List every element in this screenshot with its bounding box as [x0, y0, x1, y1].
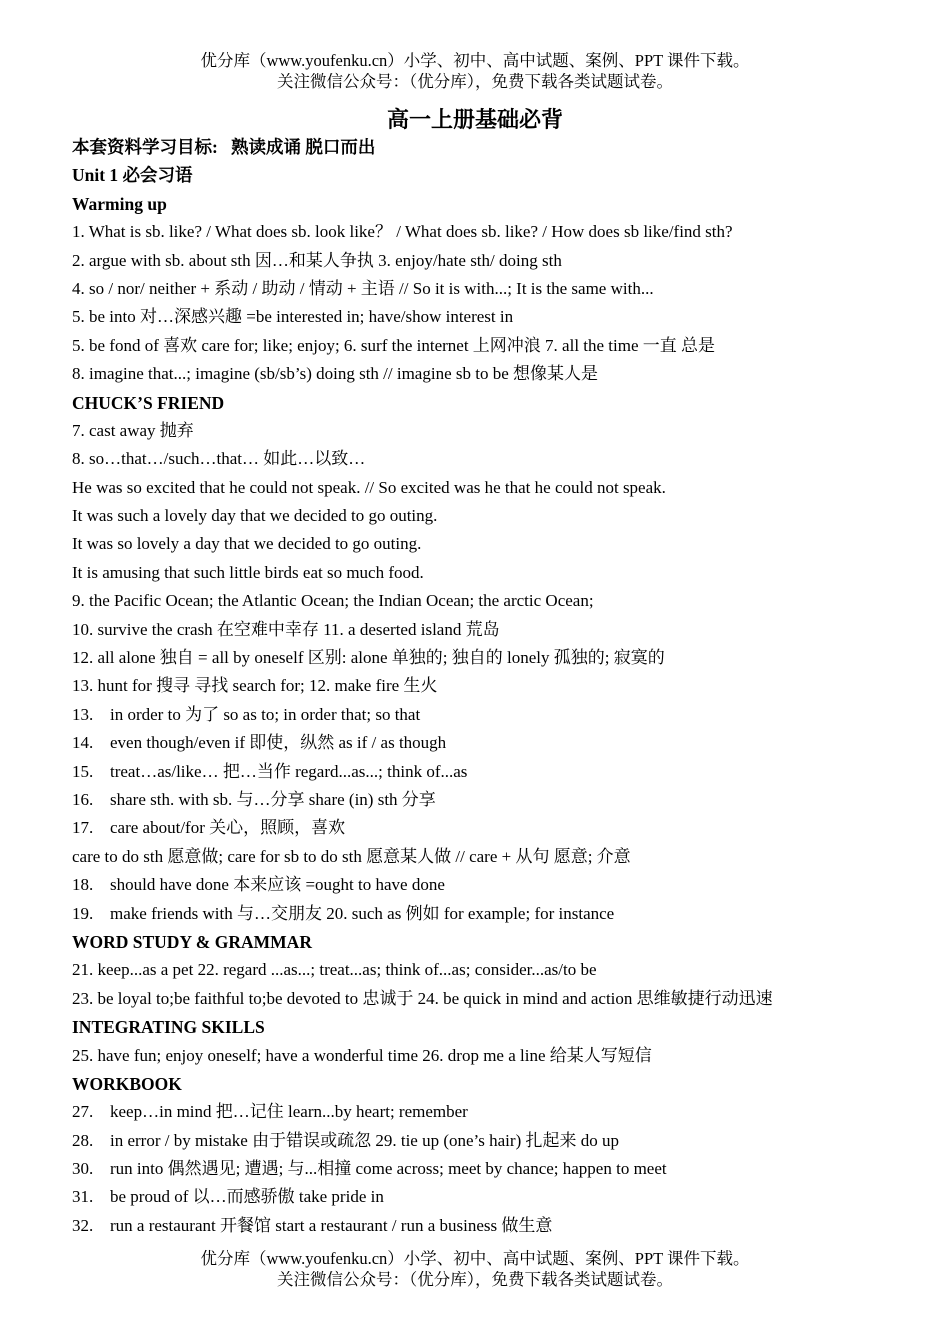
- list-item: [72, 900, 932, 928]
- item-text: should have done 本来应该 =ought to have done: [110, 875, 445, 895]
- item-text: run a restaurant 开餐馆 start a restaurant / run a business 做生意: [110, 1215, 553, 1235]
- list-item: care to do sth 愿意做; care for sb to do sth 愿意某人做 // care + 从句 愿意; 介意: [72, 846, 631, 866]
- study-goal-text: 熟读成诵 脱口而出: [230, 137, 376, 157]
- example-sentence: It is amusing that such little birds eat so much food.: [72, 562, 424, 582]
- unit-heading: Unit 1 必会习语: [72, 165, 193, 186]
- item-number: 30.: [72, 1159, 94, 1179]
- item-text: run into 偶然遇见; 遭遇; 与...相撞 come across; meet by chance; happen to meet: [110, 1159, 667, 1179]
- list-item: 2. argue with sb. about sth 因…和某人争执 3. enjoy/hate sth/ doing sth: [72, 250, 562, 270]
- list-item: 8. so…that…/such…that… 如此…以致…: [72, 449, 366, 469]
- list-item: [72, 1212, 932, 1240]
- list-item: 13. hunt for 搜寻 寻找 search for; 12. make fire 生火: [72, 676, 438, 696]
- list-item: 21. keep...as a pet 22. regard ...as...; treat...as; think of...as; consider...as/to be: [72, 960, 597, 980]
- item-text: make friends with 与…交朋友 20. such as 例如 for example; for instance: [110, 903, 615, 923]
- section-integrating-skills: INTEGRATING SKILLS: [72, 1017, 265, 1038]
- section-chucks-friend: CHUCK’S FRIEND: [72, 392, 225, 413]
- study-goal: [72, 133, 932, 161]
- item-text: in error / by mistake 由于错误或疏忽 29. tie up (one’s hair) 扎起来 do up: [110, 1130, 619, 1150]
- section-warming-up: Warming up: [72, 193, 167, 214]
- example-sentence: It was such a lovely day that we decided to go outing.: [72, 506, 438, 526]
- footer-line-1: 优分库（www.youfenku.cn）小学、初中、高中试题、案例、PPT 课件下载。: [200, 1249, 750, 1268]
- list-item: [72, 814, 932, 842]
- list-item: 5. be into 对…深感兴趣 =be interested in; have/show interest in: [72, 307, 514, 327]
- item-number: 17.: [72, 818, 94, 838]
- item-number: 32.: [72, 1215, 94, 1235]
- item-text: share sth. with sb. 与…分享 share (in) sth 分享: [110, 789, 436, 809]
- list-item: 12. all alone 独自 = all by oneself 区别: alone 单独的; 独自的 lonely 孤独的; 寂寞的: [72, 648, 665, 668]
- footer-line-2: 关注微信公众号：（优分库），免费下载各类试题试卷。: [277, 1270, 673, 1289]
- list-item: 9. the Pacific Ocean; the Atlantic Ocean; the Indian Ocean; the arctic Ocean;: [72, 591, 594, 611]
- item-text: even though/even if 即使，纵然 as if / as though: [110, 733, 447, 753]
- item-number: 19.: [72, 903, 94, 923]
- list-item: [72, 1098, 932, 1126]
- study-goal-label: 本套资料学习目标:: [72, 137, 218, 157]
- list-item: 7. cast away 抛弃: [72, 420, 194, 440]
- list-item: 8. imagine that...; imagine (sb/sb’s) doing sth // imagine sb to be 想像某人是: [72, 364, 599, 384]
- page-title: 高一上册基础必背: [386, 107, 563, 133]
- item-text: in order to 为了 so as to; in order that; so that: [110, 704, 421, 724]
- item-number: 28.: [72, 1130, 94, 1150]
- list-item: [72, 1155, 932, 1183]
- list-item: [72, 786, 932, 814]
- list-item: [72, 758, 932, 786]
- example-sentence: It was so lovely a day that we decided to go outing.: [72, 534, 422, 554]
- header-line-1: 优分库（www.youfenku.cn）小学、初中、高中试题、案例、PPT 课件下载。: [200, 51, 750, 70]
- list-item: 23. be loyal to;be faithful to;be devoted to 忠诚于 24. be quick in mind and action 思维敏捷行动迅速: [72, 988, 773, 1008]
- list-item: 25. have fun; enjoy oneself; have a wonderful time 26. drop me a line 给某人写短信: [72, 1045, 652, 1065]
- document-body: [72, 133, 932, 1240]
- item-number: 13.: [72, 704, 94, 724]
- item-number: 31.: [72, 1187, 94, 1207]
- list-item: [72, 729, 932, 757]
- list-item: [72, 701, 932, 729]
- item-number: 18.: [72, 875, 94, 895]
- list-item: 5. be fond of 喜欢 care for; like; enjoy; 6. surf the internet 上网冲浪 7. all the time 一直 总是: [72, 335, 716, 355]
- list-item: [72, 1127, 932, 1155]
- list-item: 4. so / nor/ neither + 系动 / 助动 / 情动 + 主语 // So it is with...; It is the same with...: [72, 278, 654, 298]
- item-number: 16.: [72, 789, 94, 809]
- example-sentence: He was so excited that he could not speak. // So excited was he that he could not speak.: [72, 477, 666, 497]
- item-number: 15.: [72, 761, 94, 781]
- item-number: 14.: [72, 733, 94, 753]
- list-item: [72, 1183, 932, 1211]
- item-text: be proud of 以…而感骄傲 take pride in: [110, 1187, 384, 1207]
- list-item: 1. What is sb. like? / What does sb. look like？ / What does sb. like? / How does sb like/find sth?: [72, 222, 733, 242]
- section-word-study: WORD STUDY & GRAMMAR: [72, 931, 312, 952]
- list-item: 10. survive the crash 在空难中幸存 11. a deserted island 荒岛: [72, 619, 500, 639]
- header-line-2: 关注微信公众号：（优分库），免费下载各类试题试卷。: [277, 72, 673, 91]
- item-number: 27.: [72, 1102, 94, 1122]
- item-text: keep…in mind 把…记住 learn...by heart; remember: [110, 1102, 468, 1122]
- item-text: treat…as/like… 把…当作 regard...as...; think of...as: [110, 761, 468, 781]
- list-item: [72, 871, 932, 899]
- section-workbook: WORKBOOK: [72, 1073, 182, 1094]
- item-text: care about/for 关心，照顾，喜欢: [110, 818, 346, 838]
